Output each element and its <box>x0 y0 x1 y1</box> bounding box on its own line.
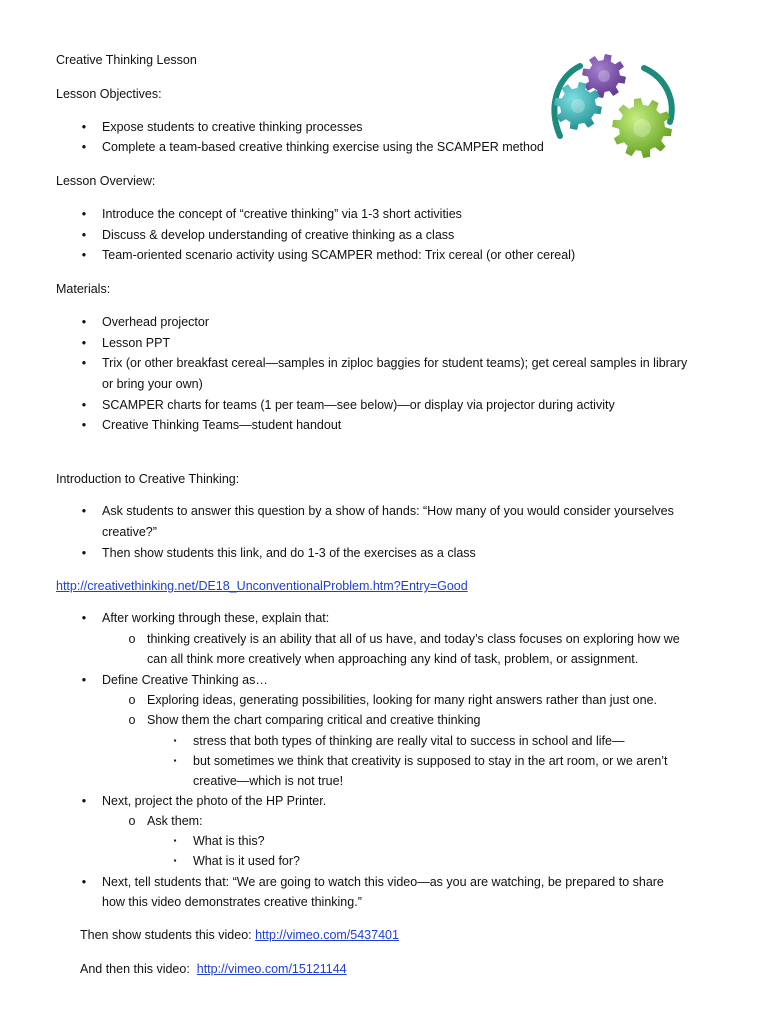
bullet-icon: • <box>81 611 87 625</box>
list-item: Team-oriented scenario activity using SCAMPER method: Trix cereal (or other cereal) <box>102 248 576 262</box>
sub-sub-list-item-continued: creative—which is not true! <box>193 774 344 788</box>
sub-sub-list-item: stress that both types of thinking are really vital to success in school and life— <box>193 734 625 748</box>
list-item-continued: how this video demonstrates creative thinking.” <box>102 895 362 909</box>
video-line-1 <box>80 925 399 945</box>
intro-heading: Introduction to Creative Thinking: <box>56 472 240 486</box>
purple-gear <box>582 54 626 98</box>
list-item: After working through these, explain that: <box>102 611 330 625</box>
list-item: Complete a team-based creative thinking exercise using the SCAMPER method <box>102 140 544 154</box>
video-label: Then show students this video: <box>80 928 256 942</box>
bullet-icon: • <box>81 418 87 432</box>
bullet-icon: • <box>81 336 87 350</box>
bullet-icon: • <box>81 315 87 329</box>
list-item: Expose students to creative thinking processes <box>102 120 363 134</box>
list-item: Then show students this link, and do 1-3 of the exercises as a class <box>102 546 476 560</box>
objectives-heading: Lesson Objectives: <box>56 87 162 101</box>
bullet-icon: • <box>81 207 87 221</box>
square-bullet-icon: ▪ <box>173 736 177 745</box>
creativethinking-link[interactable]: http://creativethinking.net/DE18_UnconventionalProblem.htm?Entry=Good <box>56 579 468 593</box>
sub-bullet-icon: o <box>128 632 136 646</box>
list-item: Overhead projector <box>102 315 210 329</box>
list-item: Next, project the photo of the HP Printer. <box>102 794 327 808</box>
gears-icon <box>546 48 678 160</box>
sub-list-item: Ask them: <box>147 814 203 828</box>
bullet-icon: • <box>81 875 87 889</box>
sub-list-item: thinking creatively is an ability that all of us have, and today’s class focuses on exploring how we <box>147 632 680 646</box>
list-item: Discuss & develop understanding of creative thinking as a class <box>102 228 455 242</box>
list-item: Next, tell students that: “We are going to watch this video—as you are watching, be prepared to share <box>102 875 664 889</box>
green-gear <box>612 98 672 158</box>
bullet-icon: • <box>81 398 87 412</box>
sub-bullet-icon: o <box>128 814 136 828</box>
list-item: Lesson PPT <box>102 336 171 350</box>
bullet-icon: • <box>81 546 87 560</box>
list-item: Introduce the concept of “creative thinking” via 1-3 short activities <box>102 207 462 221</box>
bullet-icon: • <box>81 504 87 518</box>
square-bullet-icon: ▪ <box>173 836 177 845</box>
sub-list-item-continued: can all think more creatively when approaching any kind of task, problem, or assignment. <box>147 652 639 666</box>
list-item: Creative Thinking Teams—student handout <box>102 418 342 432</box>
sub-bullet-icon: o <box>128 713 136 727</box>
vimeo-link-1[interactable]: http://vimeo.com/5437401 <box>255 928 399 942</box>
sub-sub-list-item: What is it used for? <box>193 854 300 868</box>
materials-heading: Materials: <box>56 282 111 296</box>
sub-list-item: Exploring ideas, generating possibilities, looking for many right answers rather than just one. <box>147 693 657 707</box>
list-item: Ask students to answer this question by a show of hands: “How many of you would consider yourselves <box>102 504 674 518</box>
gear-hub <box>571 99 585 113</box>
bullet-icon: • <box>81 120 87 134</box>
sub-bullet-icon: o <box>128 693 136 707</box>
overview-heading: Lesson Overview: <box>56 174 156 188</box>
video-line-2 <box>80 959 347 979</box>
gear-hub <box>633 119 651 137</box>
list-item-continued: or bring your own) <box>102 377 203 391</box>
bullet-icon: • <box>81 794 87 808</box>
bullet-icon: • <box>81 140 87 154</box>
bullet-icon: • <box>81 673 87 687</box>
bullet-icon: • <box>81 356 87 370</box>
bullet-icon: • <box>81 248 87 262</box>
gear-hub <box>598 70 610 82</box>
list-item-continued: creative?” <box>102 525 157 539</box>
sub-sub-list-item: but sometimes we think that creativity is supposed to stay in the art room, or we aren’t <box>193 754 668 768</box>
sub-sub-list-item: What is this? <box>193 834 265 848</box>
vimeo-link-2[interactable]: http://vimeo.com/15121144 <box>196 962 347 976</box>
square-bullet-icon: ▪ <box>173 756 177 765</box>
list-item: SCAMPER charts for teams (1 per team—see below)—or display via projector during activity <box>102 398 615 412</box>
video-label: And then this video: <box>80 962 197 976</box>
list-item: Define Creative Thinking as… <box>102 673 268 687</box>
sub-list-item: Show them the chart comparing critical and creative thinking <box>147 713 481 727</box>
square-bullet-icon: ▪ <box>173 856 177 865</box>
list-item: Trix (or other breakfast cereal—samples in ziploc baggies for student teams); get cereal samples in library <box>102 356 688 370</box>
lesson-title: Creative Thinking Lesson <box>56 53 197 67</box>
bullet-icon: • <box>81 228 87 242</box>
